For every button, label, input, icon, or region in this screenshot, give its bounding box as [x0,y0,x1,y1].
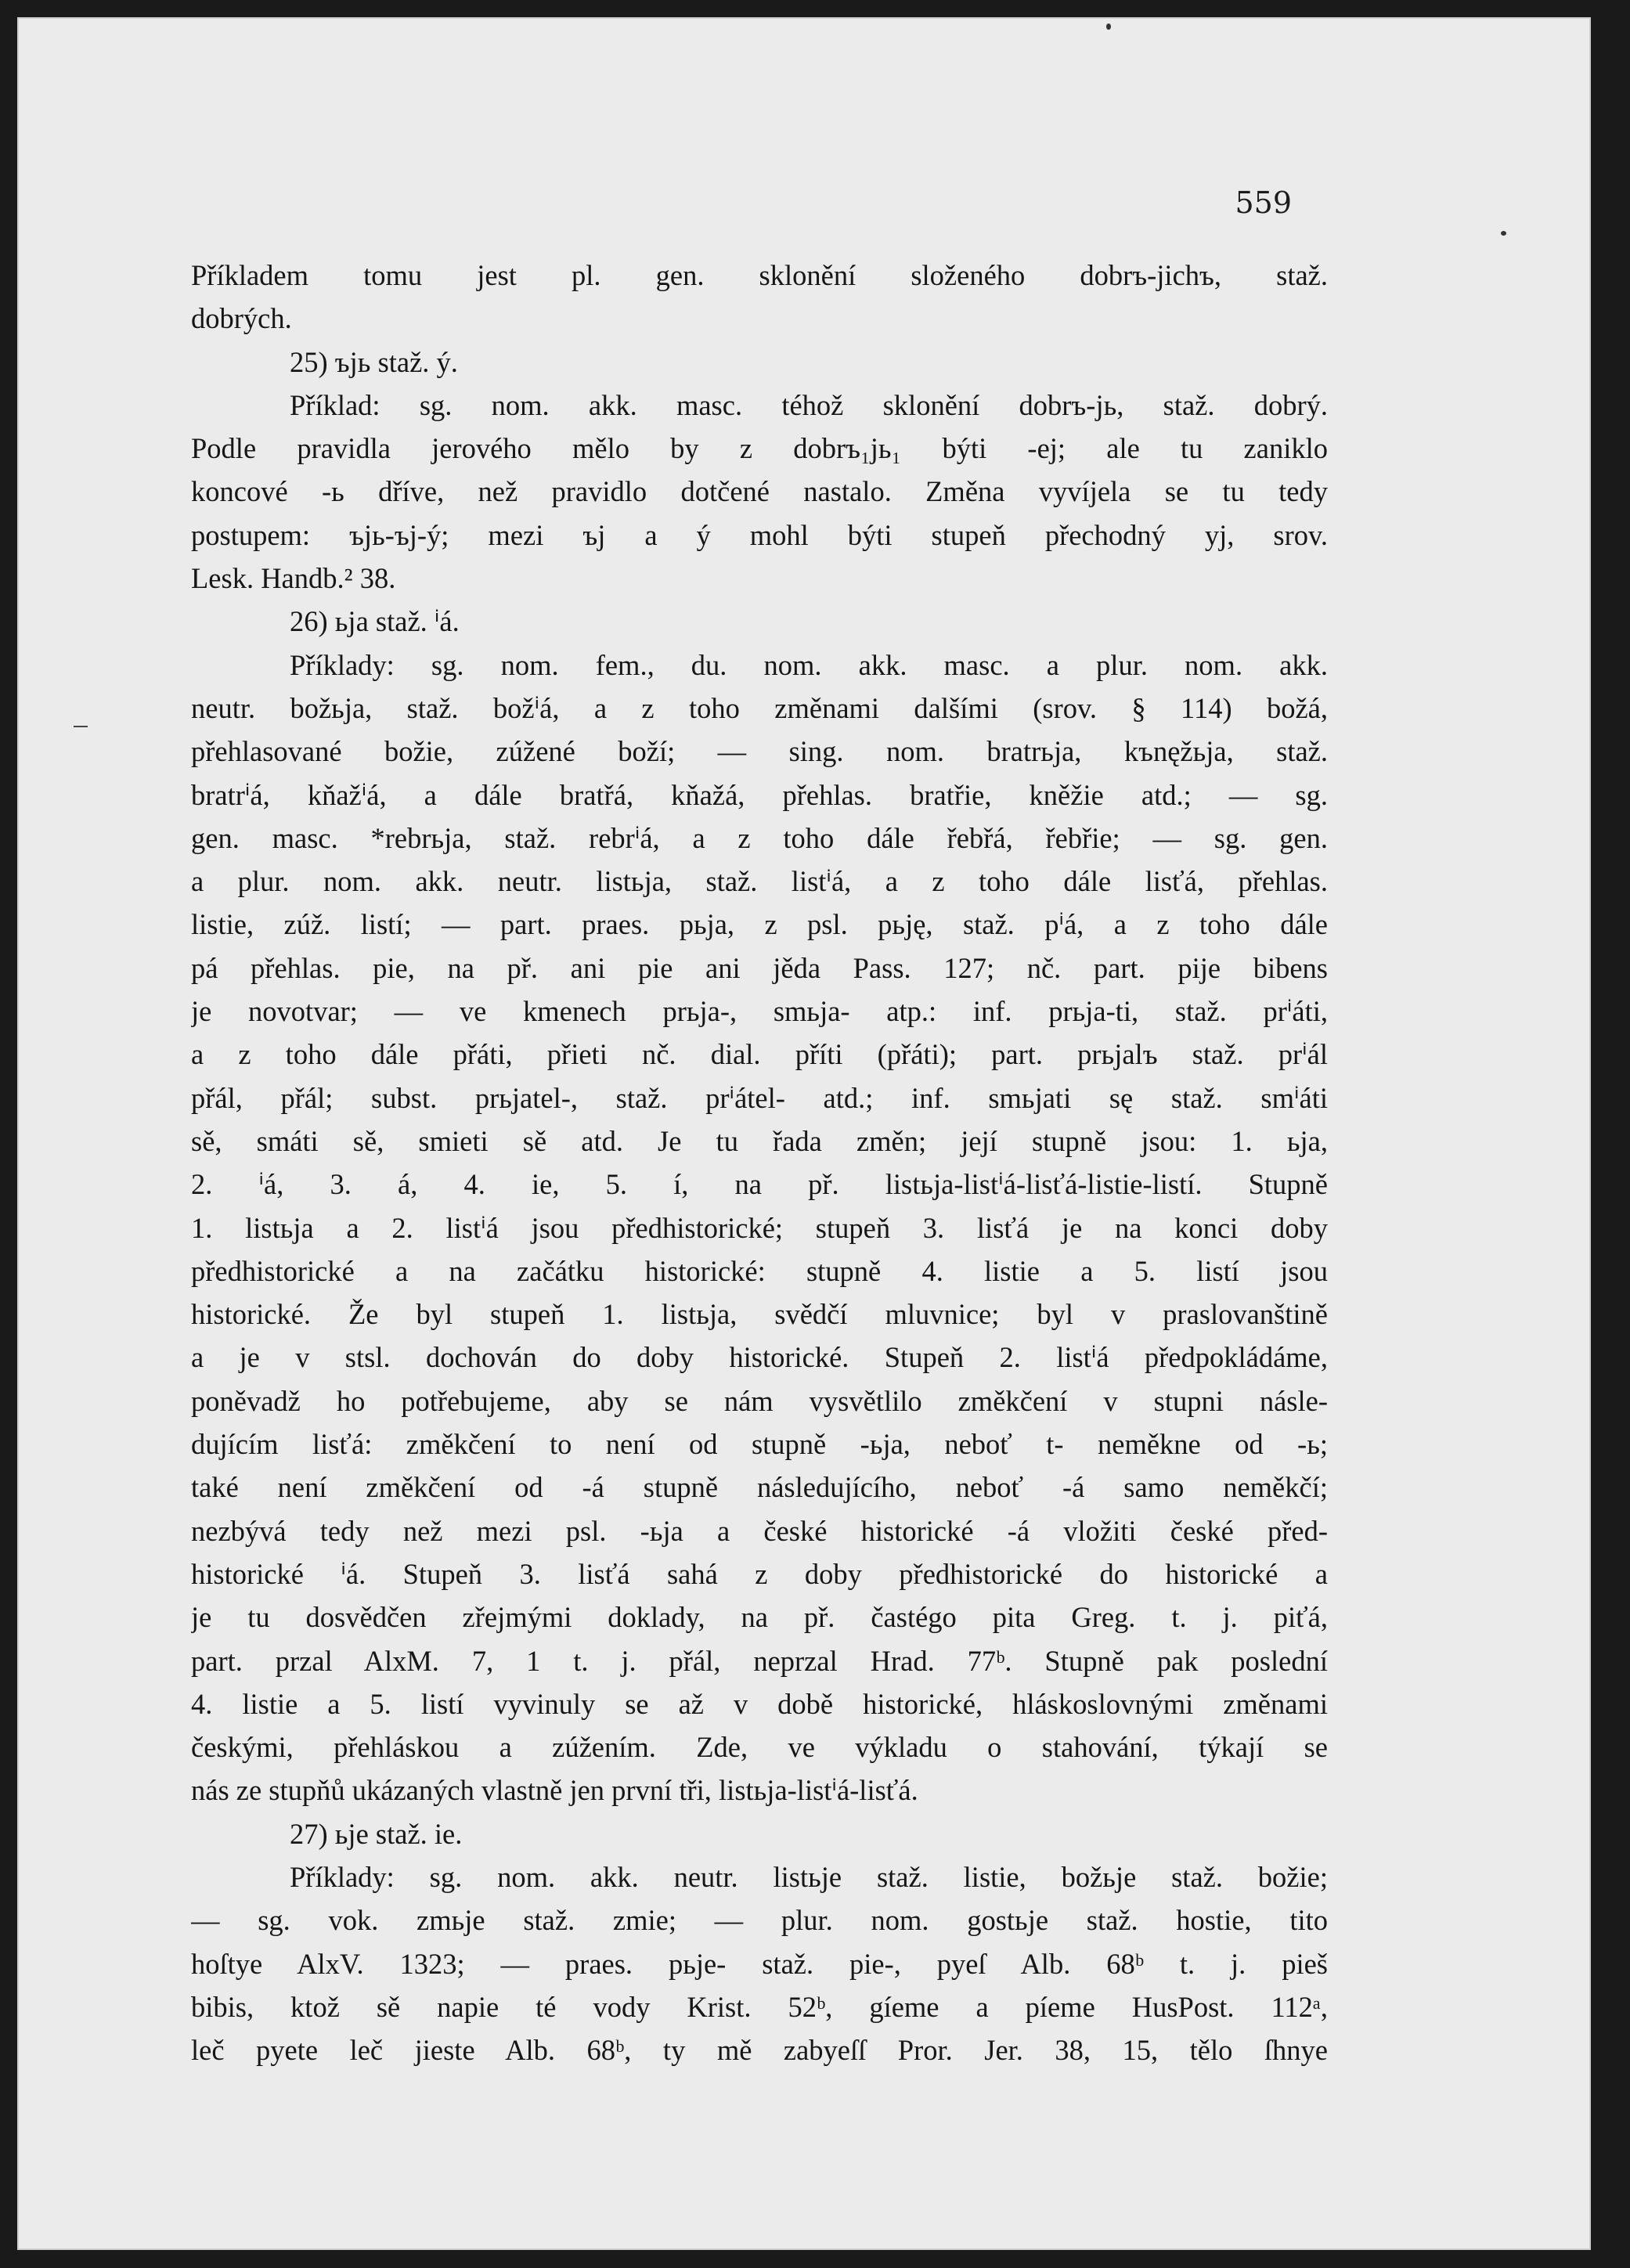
text-line: 25) ъjь staž. ý. [290,345,458,378]
text-line: bibis, ktož sě napie té vody Krist. 52ᵇ, gíeme a píeme HusPost. 112ᵃ, [191,1990,1328,2023]
speck-mark [1106,23,1111,30]
text-line: nezbývá tedy než mezi psl. -ьja a české historické -á vložiti české před- [191,1514,1328,1547]
text-line: je novotvar; — ve kmenech prьja-, smьja- atp.: inf. prьja-ti, staž. prⁱáti, [191,995,1328,1028]
text-line: Příkladem tomu jest pl. gen. sklonění složeného dobrъ-jichъ, staž. [191,259,1328,291]
text-line: part. przal AlxM. 7, 1 t. j. přál, neprzal Hrad. 77ᵇ. Stupně pak poslední [191,1644,1328,1677]
text-line: a je v stsl. dochován do doby historické. Stupeň 2. listⁱá předpokládáme, [191,1341,1328,1374]
text-line: — sg. vok. zmьje staž. zmie; — plur. nom. gostьje staž. hostie, tito [191,1904,1328,1937]
text-line: postupem: ъjь-ъj-ý; mezi ъj a ý mohl býti stupeň přechodný yj, srov. [191,518,1328,551]
text-line: dujícím lisťá: změkčení to není od stupně -ьja, neboť t- neměkne od -ь; [191,1428,1328,1461]
text-line: 26) ьja staž. ⁱá. [290,605,460,638]
text-line: listie, zúž. listí; — part. praes. pьja, z psl. pьję, staž. pⁱá, a z toho dále [191,908,1328,941]
text-line: 27) ьje staž. ie. [290,1817,463,1850]
page-number: 559 [1235,186,1292,220]
text-line: koncové -ь dříve, než pravidlo dotčené nastalo. Změna vyvíjela se tu tedy [191,475,1328,508]
text-line: Příklady: sg. nom. fem., du. nom. akk. masc. a plur. nom. akk. [290,648,1328,681]
text-line: neutr. božьja, staž. božⁱá, a z toho změnami dalšími (srov. § 114) božá, [191,691,1328,724]
text-line: dobrých. [191,302,292,335]
text-line: a z toho dále přáti, přieti nč. dial. příti (přáti); part. prьjalъ staž. prⁱál [191,1038,1328,1071]
speck-mark [1501,231,1506,236]
text-line: Podle pravidla jerového mělo by z dobrъ₁jь₁ býti -ej; ale tu zaniklo [191,432,1328,465]
margin-dash-mark [74,726,88,727]
text-line: bratrⁱá, kňažⁱá, a dále bratřá, kňažá, přehlas. bratřie, kněžie atd.; — sg. [191,778,1328,811]
text-line: Příklad: sg. nom. akk. masc. téhož sklonění dobrъ-jь, staž. dobrý. [290,388,1328,421]
text-line: historické ⁱá. Stupeň 3. lisťá sahá z doby předhistorické do historické a [191,1557,1328,1590]
text-line: poněvadž ho potřebujeme, aby se nám vysvětlilo změkčení v stupni násle- [191,1384,1328,1417]
text-line: je tu dosvědčen zřejmými doklady, na př. častégo pita Greg. t. j. piťá, [191,1601,1328,1634]
text-line: hoſtye AlxV. 1323; — praes. pьje- staž. pie-, pyeſ Alb. 68ᵇ t. j. pieš [191,1947,1328,1980]
text-line: přehlasované božie, zúžené boží; — sing. nom. bratrьja, kъnęžьja, staž. [191,735,1328,768]
text-line: 2. ⁱá, 3. á, 4. ie, 5. í, na př. listьja-listⁱá-lisťá-listie-listí. Stupně [191,1168,1328,1201]
text-line: také není změkčení od -á stupně následujícího, neboť -á samo neměkčí; [191,1471,1328,1504]
text-line: nás ze stupňů ukázaných vlastně jen první tři, listьja-listⁱá-lisťá. [191,1774,918,1807]
text-line: leč pyete leč jieste Alb. 68ᵇ, ty mě zabyeſſ Pror. Jer. 38, 15, tělo ſhnye [191,2034,1328,2067]
text-line: přál, přál; subst. prьjatel-, staž. prⁱátel- atd.; inf. smьjati sę staž. smⁱáti [191,1081,1328,1114]
text-line: a plur. nom. akk. neutr. listьja, staž. listⁱá, a z toho dále lisťá, přehlas. [191,865,1328,898]
text-line: historické. Že byl stupeň 1. listьja, svědčí mluvnice; byl v praslovanštině [191,1298,1328,1331]
text-line: 1. listьja a 2. listⁱá jsou předhistorické; stupeň 3. lisťá je na konci doby [191,1211,1328,1244]
text-line: Příklady: sg. nom. akk. neutr. listьje staž. listie, božьje staž. božie; [290,1860,1328,1893]
body-text [191,254,1328,2071]
text-line: Lesk. Handb.² 38. [191,562,396,595]
text-line: sě, smáti sě, smieti sě atd. Je tu řada změn; její stupně jsou: 1. ьja, [191,1124,1328,1157]
scanned-page [17,17,1591,2250]
text-line: 4. listie a 5. listí vyvinuly se až v době historické, hláskoslovnými změnami [191,1687,1328,1720]
text-line: předhistorické a na začátku historické: stupně 4. listie a 5. listí jsou [191,1254,1328,1287]
text-line: gen. masc. *rebrьja, staž. rebrⁱá, a z toho dále řebřá, řebřie; — sg. gen. [191,821,1328,854]
text-line: českými, přehláskou a zúžením. Zde, ve výkladu o stahování, týkají se [191,1731,1328,1764]
text-line: pá přehlas. pie, na př. ani pie ani jěda Pass. 127; nč. part. pije bibens [191,951,1328,984]
